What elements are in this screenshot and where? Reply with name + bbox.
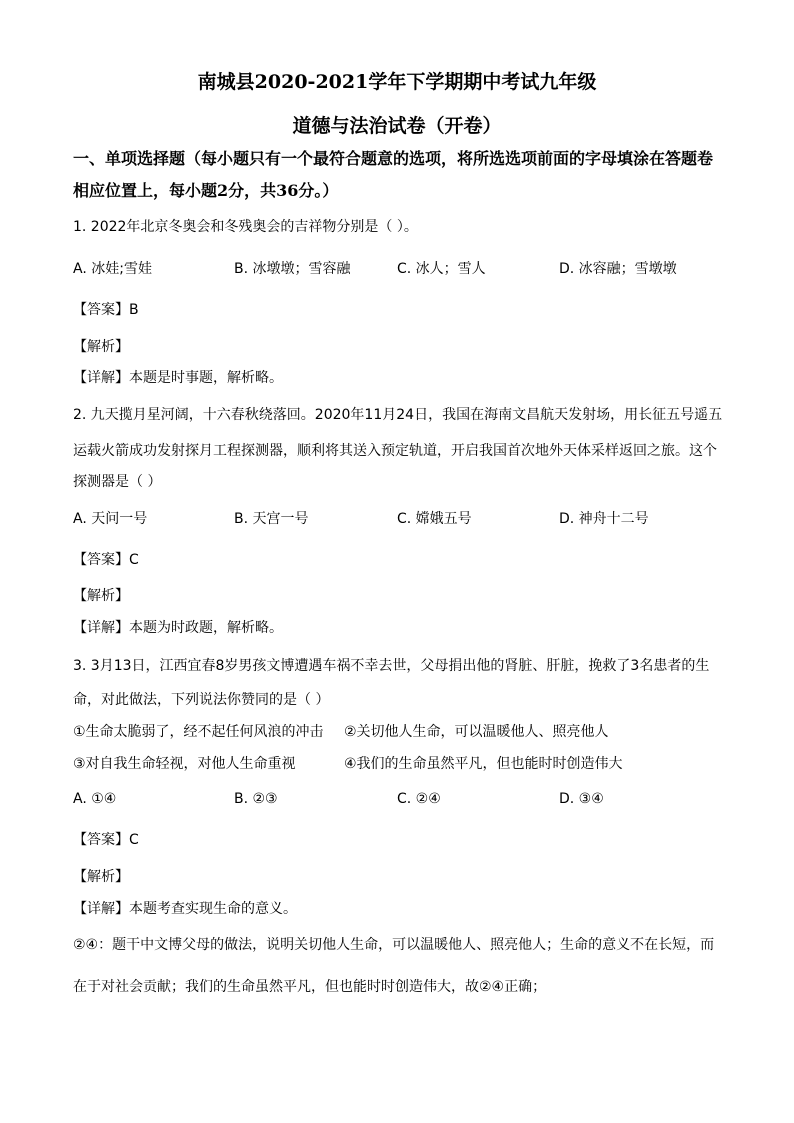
q3-option-c: C. ②④ [397, 791, 441, 807]
q3-statement-3: ③对自我生命轻视，对他人生命重视 [73, 756, 296, 772]
q3-option-b: B. ②③ [234, 791, 278, 807]
q2-stem-line2: 运载火箭成功发射探月工程探测器，顺利将其送入预定轨道，开启我国首次地外天体采样返回之旅。这个 [73, 443, 717, 459]
q1-option-b: B. 冰墩墩；雪容融 [234, 261, 351, 277]
exam-subtitle: 道德与法治试卷（开卷） [292, 115, 502, 137]
q1-option-d: D. 冰容融；雪墩墩 [559, 261, 677, 277]
q1-option-a: A. 冰娃;雪娃 [73, 261, 152, 277]
q2-option-d: D. 神舟十二号 [559, 511, 649, 527]
q3-analysis-line2: 在于对社会贡献；我们的生命虽然平凡，但也能时时创造伟大，故②④正确； [73, 979, 547, 995]
q2-analysis-label: 【解析】 [73, 588, 129, 604]
q3-analysis-label: 【解析】 [73, 869, 129, 885]
q1-detail: 【详解】本题是时事题，解析略。 [73, 370, 283, 386]
section-heading-line1: 一、单项选择题（每小题只有一个最符合题意的选项，将所选选项前面的字母填涂在答题卷 [73, 149, 714, 168]
q3-option-a: A. ①④ [73, 791, 117, 807]
q3-analysis-line1: ②④：题干中文博父母的做法，说明关切他人生命，可以温暖他人、照亮他人；生命的意义不在长短，而 [73, 937, 715, 953]
section-heading-line2: 相应位置上，每小题2分，共36分。） [73, 181, 339, 200]
q3-statement-2: ②关切他人生命，可以温暖他人、照亮他人 [344, 724, 609, 740]
q1-option-c: C. 冰人；雪人 [397, 261, 486, 277]
q3-detail: 【详解】本题考查实现生命的意义。 [73, 901, 297, 917]
q3-statement-1: ①生命太脆弱了，经不起任何风浪的冲击 [73, 724, 324, 740]
exam-title: 南城县2020-2021学年下学期期中考试九年级 [197, 71, 597, 93]
q3-option-d: D. ③④ [559, 791, 604, 807]
q2-option-a: A. 天问一号 [73, 511, 148, 527]
q2-option-c: C. 嫦娥五号 [397, 511, 472, 527]
q2-option-b: B. 天宫一号 [234, 511, 309, 527]
q3-answer: 【答案】C [73, 832, 139, 848]
q3-stem-line2: 命，对此做法，下列说法你赞同的是（ ） [73, 692, 330, 708]
q2-detail: 【详解】本题为时政题，解析略。 [73, 620, 283, 636]
q3-stem-line1: 3. 3月13日，江西宜春8岁男孩文博遭遇车祸不幸去世，父母捐出他的肾脏、肝脏，挽救了3名患者的生 [73, 658, 710, 674]
q2-answer: 【答案】C [73, 552, 139, 568]
q2-stem-line1: 2. 九天揽月星河阔，十六春秋绕落回。2020年11月24日，我国在海南文昌航天发射场，用长征五号遥五 [73, 407, 723, 423]
q1-answer: 【答案】B [73, 302, 139, 318]
q3-statement-4: ④我们的生命虽然平凡，但也能时时创造伟大 [344, 756, 623, 772]
q2-stem-line3: 探测器是（ ） [73, 474, 162, 490]
q1-analysis-label: 【解析】 [73, 339, 129, 355]
q1-stem: 1. 2022年北京冬奥会和冬残奥会的吉祥物分别是（ ）。 [73, 219, 418, 235]
